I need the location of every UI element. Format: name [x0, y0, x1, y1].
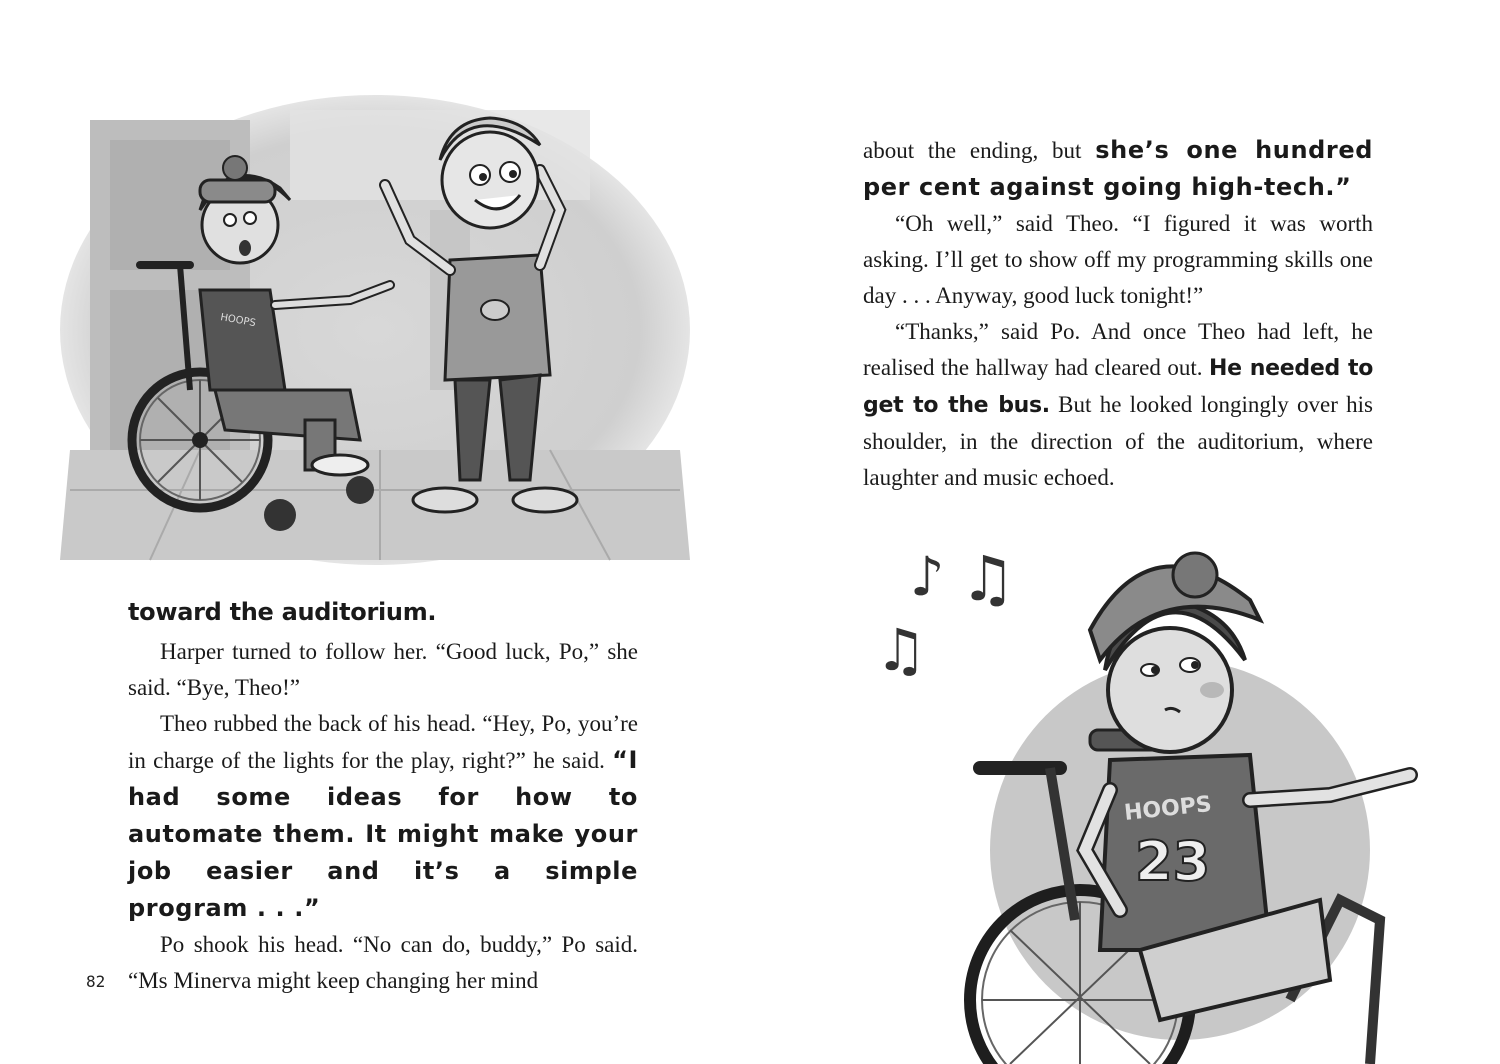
paragraph-6-emphasis: He needed to get to the bus. [863, 356, 1374, 418]
right-page [750, 0, 1500, 1064]
paragraph-1: Harper turned to follow her. “Good luck, Po,” she said. “Bye, Theo!” [128, 639, 638, 700]
paragraph-6-after: But he looked longingly over his shoulder, in the direction of the auditorium, where laughter and music echoed. [863, 392, 1374, 490]
left-body-text [128, 634, 638, 999]
po-figure [1085, 553, 1410, 1020]
paragraph-4-text: about the ending, but [863, 138, 1082, 163]
shirt-text: HOOPS [219, 312, 257, 330]
hallway-illustration [50, 90, 700, 570]
section-heading: toward the auditorium. [128, 598, 437, 626]
music-note-icon: ♪ [910, 545, 945, 608]
jersey-text: HOOPS [1123, 791, 1213, 826]
right-body-text [863, 132, 1373, 496]
po-music-illustration [850, 520, 1490, 1064]
jersey-number: 23 [1135, 830, 1211, 893]
paragraph-4-emphasis: she’s one hundred per cent against going high-tech.” [863, 136, 1374, 201]
music-notes-icon: ♫ [875, 616, 927, 684]
paragraph-2-text: Theo rubbed the back of his head. “Hey, Po, you’re in charge of the lights for the play, right?” he said. [128, 711, 638, 773]
paragraph-3: Po shook his head. “No can do, buddy,” Po said. “Ms Minerva might keep changing her mind [128, 932, 638, 993]
paragraph-6-text: “Thanks,” said Po. And once Theo had left, he realised the hallway had cleared out. [863, 319, 1373, 380]
paragraph-6 [863, 314, 1373, 496]
paragraph-4 [863, 132, 1373, 206]
page-number: 82 [86, 972, 106, 991]
paragraph-2 [128, 706, 638, 927]
paragraph-2-emphasis: “I had some ideas for how to automate them. It might make your job easier and it’s a simple program . . .” [128, 746, 639, 922]
music-notes-icon: ♫ [960, 542, 1016, 615]
paragraph-5: “Oh well,” said Theo. “I figured it was worth asking. I’ll get to show off my programming skills one day . . . Anyway, good luck tonight!” [863, 211, 1373, 308]
